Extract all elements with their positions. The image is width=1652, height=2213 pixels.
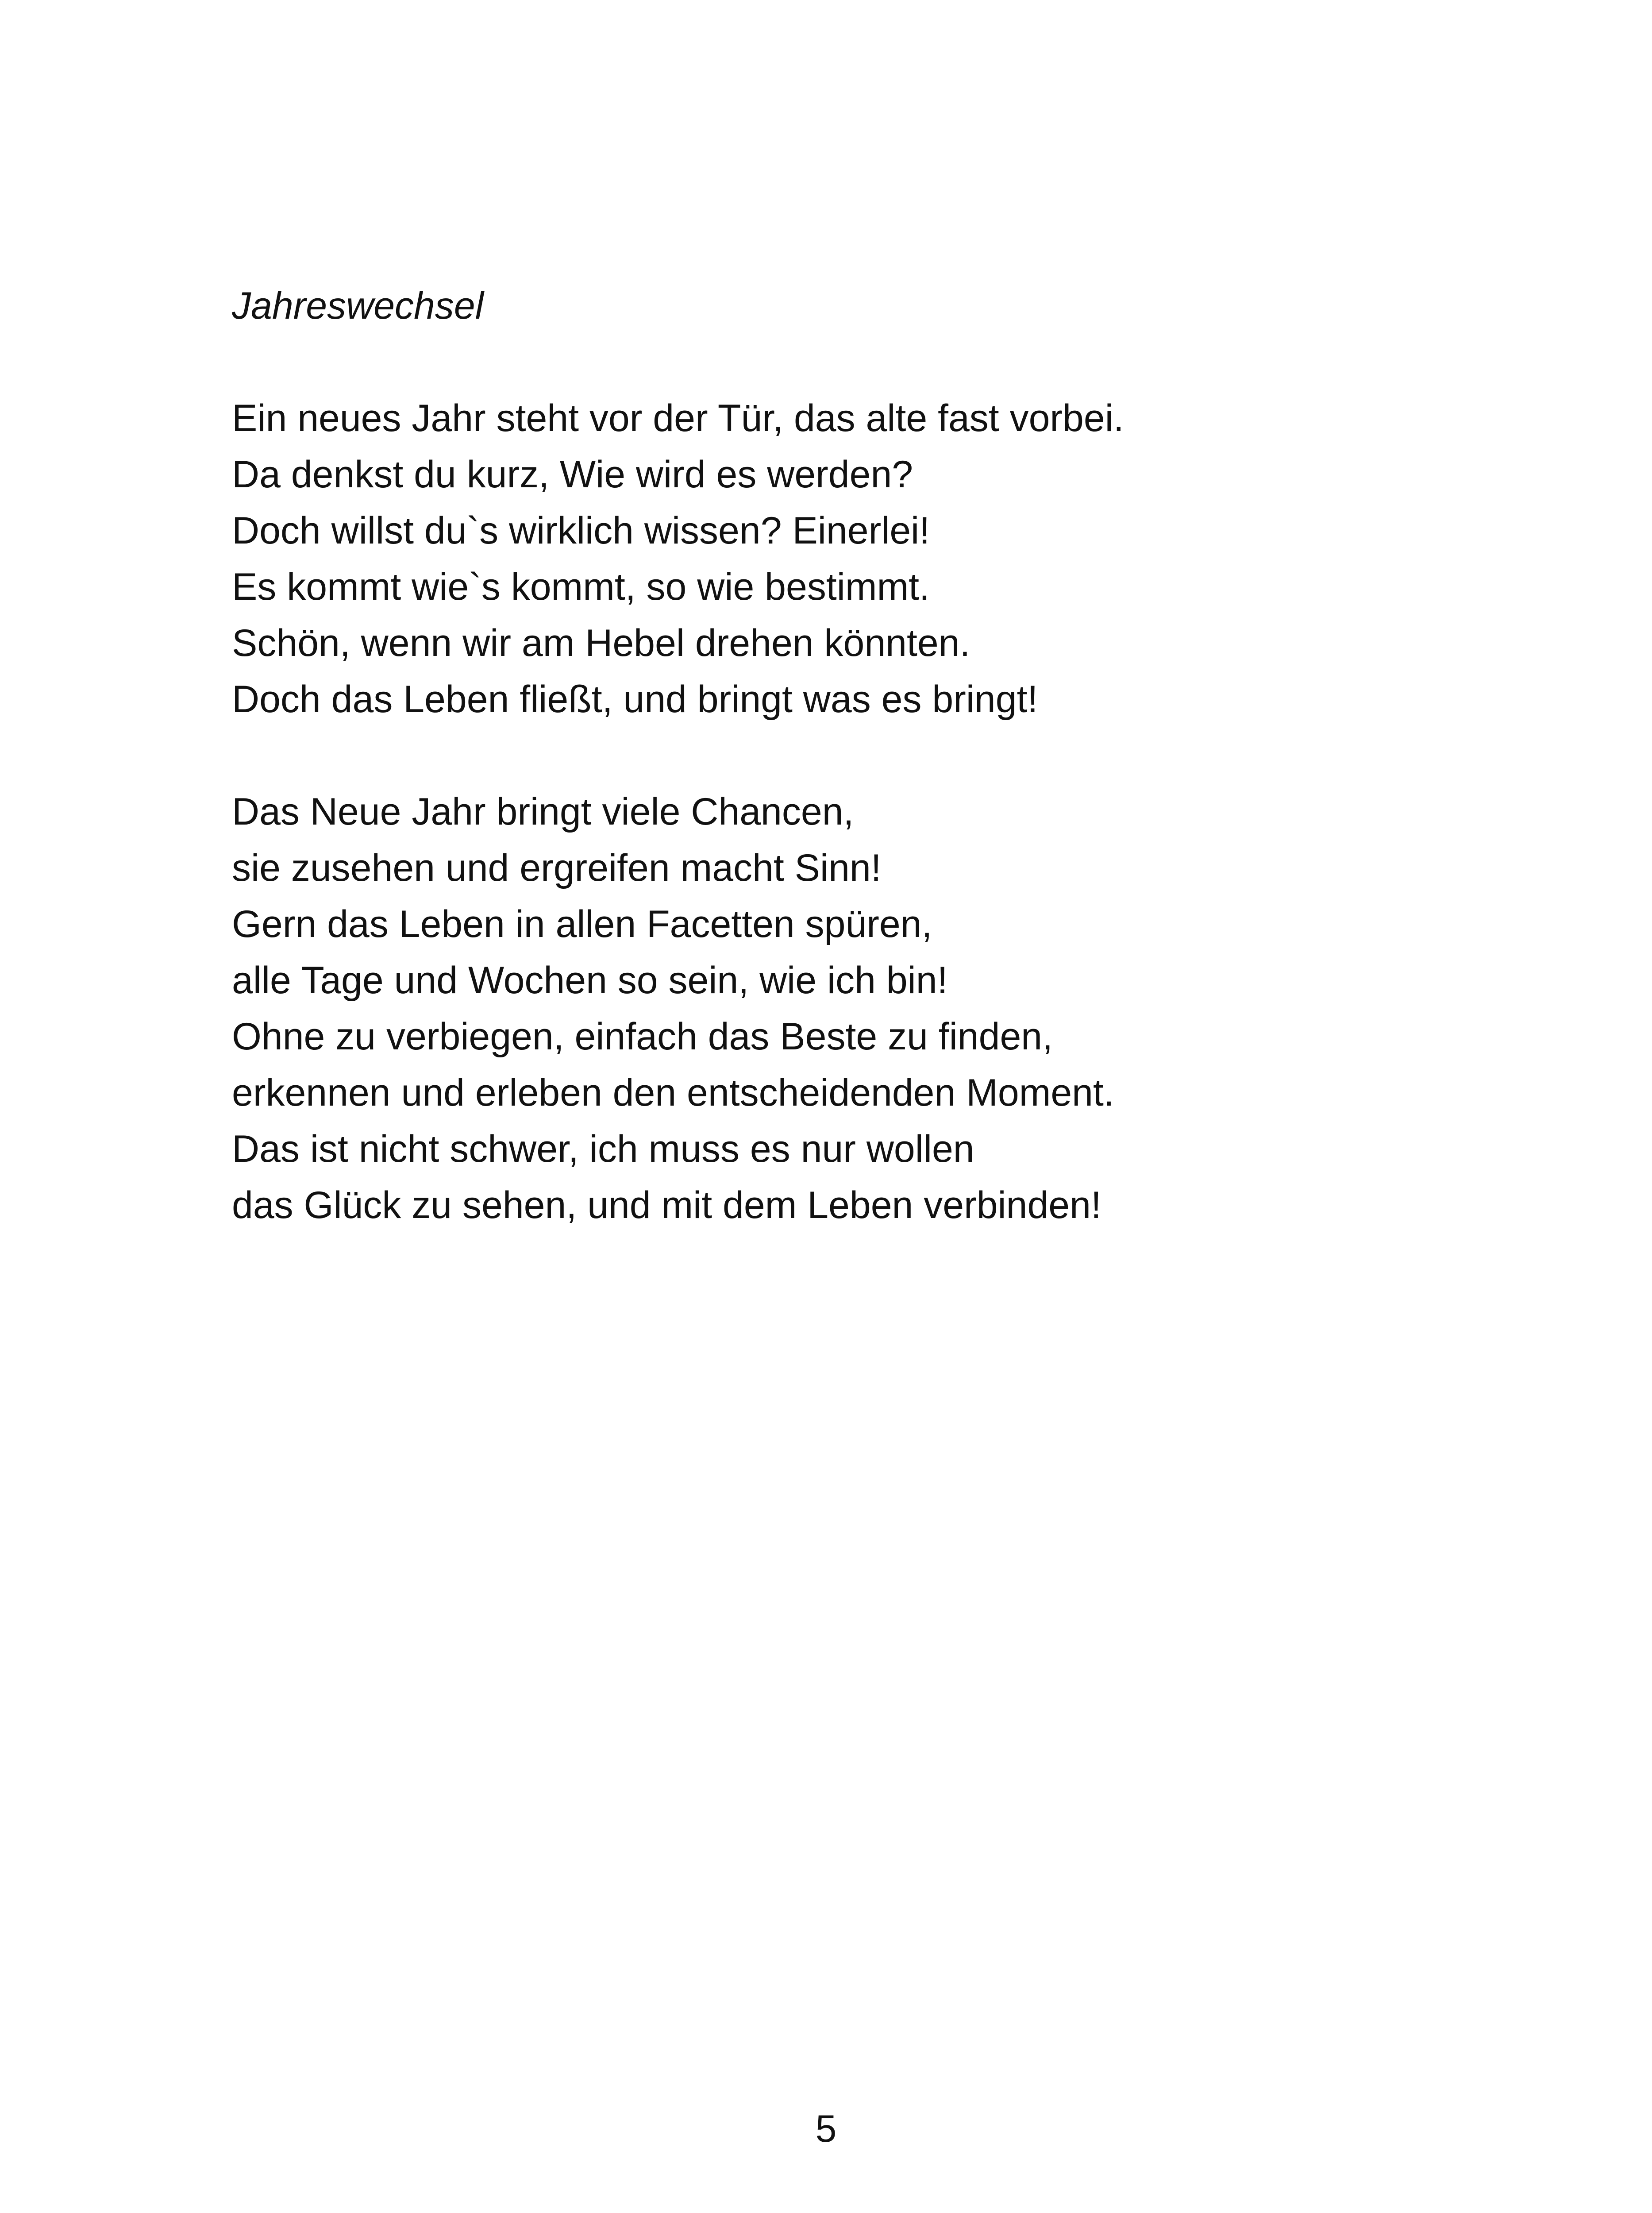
poem-line: Schön, wenn wir am Hebel drehen könnten. xyxy=(232,622,970,664)
poem-line: sie zusehen und ergreifen macht Sinn! xyxy=(232,847,882,889)
poem-line: alle Tage und Wochen so sein, wie ich bin! xyxy=(232,959,948,1002)
stanza-2 xyxy=(232,784,1560,1234)
poem xyxy=(232,278,1560,1290)
poem-line: Ein neues Jahr steht vor der Tür, das alte fast vorbei. xyxy=(232,397,1124,440)
poem-line: Da denkst du kurz, Wie wird es werden? xyxy=(232,453,913,496)
poem-line: Ohne zu verbiegen, einfach das Beste zu finden, xyxy=(232,1015,1053,1058)
page-number: 5 xyxy=(815,2108,837,2150)
poem-line: das Glück zu sehen, und mit dem Leben verbinden! xyxy=(232,1184,1101,1226)
poem-line: Doch willst du`s wirklich wissen? Einerlei! xyxy=(232,509,930,552)
poem-title: Jahreswechsel xyxy=(232,285,484,327)
poem-line: erkennen und erleben den entscheidenden Moment. xyxy=(232,1072,1114,1114)
poem-line: Das ist nicht schwer, ich muss es nur wollen xyxy=(232,1128,974,1170)
poem-line: Das Neue Jahr bringt viele Chancen, xyxy=(232,790,854,833)
stanza-1 xyxy=(232,390,1560,728)
poem-line: Doch das Leben fließt, und bringt was es bringt! xyxy=(232,678,1038,721)
poem-line: Gern das Leben in allen Facetten spüren, xyxy=(232,903,932,945)
poem-line: Es kommt wie`s kommt, so wie bestimmt. xyxy=(232,566,930,608)
